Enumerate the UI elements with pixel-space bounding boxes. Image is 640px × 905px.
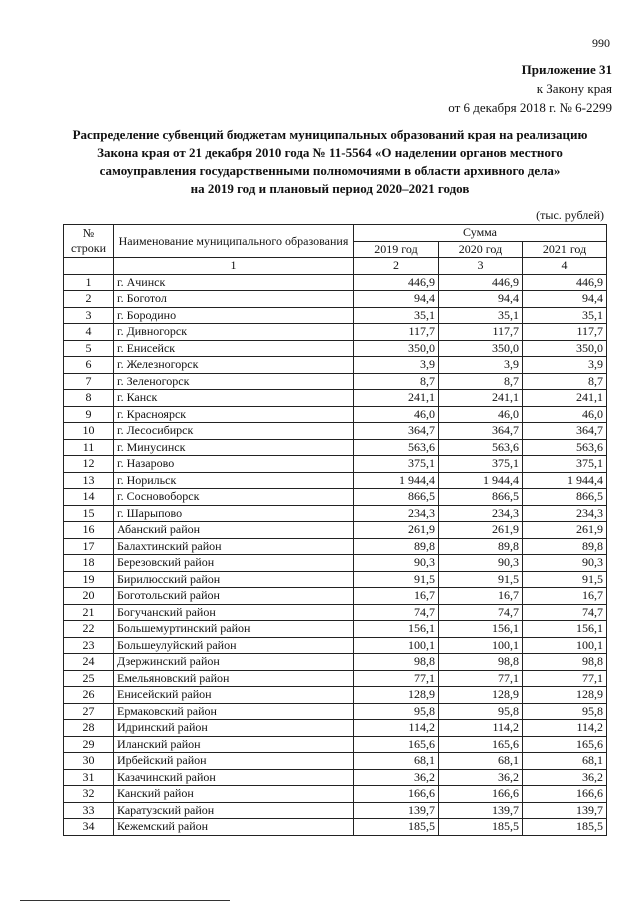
- amount-2019-cell: 375,1: [354, 456, 439, 473]
- amount-2020-cell: 77,1: [439, 670, 523, 687]
- table-row: [64, 390, 607, 407]
- amount-2020-cell: 156,1: [439, 621, 523, 638]
- amount-2021-cell: 36,2: [523, 769, 607, 786]
- amount-2019-cell: 3,9: [354, 357, 439, 374]
- amount-2021-cell: 364,7: [523, 423, 607, 440]
- table-row: [64, 522, 607, 539]
- amount-2020-cell: 241,1: [439, 390, 523, 407]
- title-line-3: самоуправления государственными полномочиями в области архивного дела»: [99, 163, 561, 178]
- title-line-1: Распределение субвенций бюджетам муниципальных образований края на реализацию: [72, 127, 588, 142]
- amount-2019-cell: 563,6: [354, 439, 439, 456]
- municipality-name-cell: Богучанский район: [114, 604, 354, 621]
- table-row: [64, 555, 607, 572]
- row-number-cell: 20: [64, 588, 114, 605]
- row-number-cell: 22: [64, 621, 114, 638]
- row-number-cell: 13: [64, 472, 114, 489]
- municipality-name-cell: г. Зеленогорск: [114, 373, 354, 390]
- amount-2021-cell: 128,9: [523, 687, 607, 704]
- row-number-cell: 3: [64, 307, 114, 324]
- row-number-cell: 2: [64, 291, 114, 308]
- table-row: [64, 472, 607, 489]
- table-row: [64, 505, 607, 522]
- amount-2021-cell: 8,7: [523, 373, 607, 390]
- row-number-cell: 28: [64, 720, 114, 737]
- amount-2021-cell: 261,9: [523, 522, 607, 539]
- row-number-cell: 27: [64, 703, 114, 720]
- amount-2020-cell: 91,5: [439, 571, 523, 588]
- amount-2019-cell: 241,1: [354, 390, 439, 407]
- row-number-cell: 8: [64, 390, 114, 407]
- amount-2021-cell: 866,5: [523, 489, 607, 506]
- municipality-name-cell: г. Норильск: [114, 472, 354, 489]
- amount-2021-cell: 94,4: [523, 291, 607, 308]
- amount-2021-cell: 117,7: [523, 324, 607, 341]
- table-row: [64, 654, 607, 671]
- amount-2021-cell: 156,1: [523, 621, 607, 638]
- amount-2021-cell: 89,8: [523, 538, 607, 555]
- amount-2020-cell: 90,3: [439, 555, 523, 572]
- row-number-cell: 33: [64, 802, 114, 819]
- municipality-name-cell: Балахтинский район: [114, 538, 354, 555]
- municipality-name-cell: г. Минусинск: [114, 439, 354, 456]
- row-number-cell: 23: [64, 637, 114, 654]
- amount-2020-cell: 94,4: [439, 291, 523, 308]
- row-number-cell: 32: [64, 786, 114, 803]
- amount-2019-cell: 185,5: [354, 819, 439, 836]
- table-row: [64, 291, 607, 308]
- amount-2019-cell: 95,8: [354, 703, 439, 720]
- row-number-cell: 10: [64, 423, 114, 440]
- row-number-cell: 16: [64, 522, 114, 539]
- table-row: [64, 538, 607, 555]
- page-number: 990: [592, 36, 610, 50]
- row-number-cell: 17: [64, 538, 114, 555]
- header-sum: Сумма: [354, 225, 607, 242]
- table-row: [64, 571, 607, 588]
- table-row: [64, 406, 607, 423]
- amount-2019-cell: 100,1: [354, 637, 439, 654]
- header-col-index-3: 3: [439, 258, 523, 275]
- amount-2021-cell: 90,3: [523, 555, 607, 572]
- amount-2020-cell: 8,7: [439, 373, 523, 390]
- amount-2020-cell: 68,1: [439, 753, 523, 770]
- amount-2019-cell: 91,5: [354, 571, 439, 588]
- header-year-2020: 2020 год: [439, 241, 523, 258]
- header-col-index-empty: [64, 258, 114, 275]
- amount-2019-cell: 364,7: [354, 423, 439, 440]
- table-row: [64, 604, 607, 621]
- amount-2019-cell: 350,0: [354, 340, 439, 357]
- amount-2019-cell: 1 944,4: [354, 472, 439, 489]
- amount-2020-cell: 166,6: [439, 786, 523, 803]
- amount-2019-cell: 8,7: [354, 373, 439, 390]
- amount-2019-cell: 446,9: [354, 274, 439, 291]
- amount-2021-cell: 46,0: [523, 406, 607, 423]
- amount-2020-cell: 866,5: [439, 489, 523, 506]
- amount-2019-cell: 46,0: [354, 406, 439, 423]
- amount-2021-cell: 446,9: [523, 274, 607, 291]
- municipality-name-cell: г. Назарово: [114, 456, 354, 473]
- municipality-name-cell: г. Дивногорск: [114, 324, 354, 341]
- table-row: [64, 819, 607, 836]
- amount-2019-cell: 68,1: [354, 753, 439, 770]
- amount-2021-cell: 185,5: [523, 819, 607, 836]
- table-row: [64, 324, 607, 341]
- table-row: [64, 670, 607, 687]
- amount-2019-cell: 98,8: [354, 654, 439, 671]
- row-number-cell: 5: [64, 340, 114, 357]
- amount-2019-cell: 156,1: [354, 621, 439, 638]
- municipality-name-cell: Абанский район: [114, 522, 354, 539]
- amount-2021-cell: 114,2: [523, 720, 607, 737]
- header-col-index-2: 2: [354, 258, 439, 275]
- amount-2019-cell: 166,6: [354, 786, 439, 803]
- table-row: [64, 373, 607, 390]
- table-row: [64, 769, 607, 786]
- amount-2021-cell: 95,8: [523, 703, 607, 720]
- municipality-name-cell: Емельяновский район: [114, 670, 354, 687]
- title-line-2: Закона края от 21 декабря 2010 года № 11-5564 «О наделении органов местного: [97, 145, 563, 160]
- title-line-4: на 2019 год и плановый период 2020–2021 годов: [190, 181, 470, 196]
- municipality-name-cell: г. Сосновоборск: [114, 489, 354, 506]
- amount-2020-cell: 117,7: [439, 324, 523, 341]
- municipality-name-cell: г. Железногорск: [114, 357, 354, 374]
- row-number-cell: 19: [64, 571, 114, 588]
- amount-2019-cell: 74,7: [354, 604, 439, 621]
- amount-2020-cell: 1 944,4: [439, 472, 523, 489]
- municipality-name-cell: Ирбейский район: [114, 753, 354, 770]
- amount-2021-cell: 241,1: [523, 390, 607, 407]
- amount-2021-cell: 375,1: [523, 456, 607, 473]
- municipality-name-cell: Кежемский район: [114, 819, 354, 836]
- municipality-name-cell: г. Енисейск: [114, 340, 354, 357]
- municipality-name-cell: Бирилюсский район: [114, 571, 354, 588]
- amount-2019-cell: 77,1: [354, 670, 439, 687]
- table-row: [64, 439, 607, 456]
- footnote-divider: [20, 900, 230, 901]
- amount-2020-cell: 74,7: [439, 604, 523, 621]
- table-row: [64, 703, 607, 720]
- amount-2021-cell: 165,6: [523, 736, 607, 753]
- amount-2020-cell: 35,1: [439, 307, 523, 324]
- header-row-number: № строки: [64, 225, 114, 258]
- amount-2021-cell: 166,6: [523, 786, 607, 803]
- document-title: [60, 126, 600, 198]
- subsidy-table: [63, 224, 607, 836]
- units-label: (тыс. рублей): [536, 208, 604, 222]
- table-row: [64, 588, 607, 605]
- municipality-name-cell: г. Боготол: [114, 291, 354, 308]
- row-number-cell: 30: [64, 753, 114, 770]
- amount-2020-cell: 114,2: [439, 720, 523, 737]
- row-number-cell: 1: [64, 274, 114, 291]
- row-number-cell: 6: [64, 357, 114, 374]
- row-number-cell: 4: [64, 324, 114, 341]
- amount-2020-cell: 364,7: [439, 423, 523, 440]
- municipality-name-cell: Идринский район: [114, 720, 354, 737]
- row-number-cell: 7: [64, 373, 114, 390]
- table-row: [64, 307, 607, 324]
- appendix-title: Приложение 31: [521, 62, 612, 77]
- amount-2020-cell: 36,2: [439, 769, 523, 786]
- amount-2021-cell: 68,1: [523, 753, 607, 770]
- municipality-name-cell: г. Лесосибирск: [114, 423, 354, 440]
- table-row: [64, 621, 607, 638]
- amount-2020-cell: 165,6: [439, 736, 523, 753]
- amount-2019-cell: 90,3: [354, 555, 439, 572]
- header-year-2019: 2019 год: [354, 241, 439, 258]
- municipality-name-cell: Иланский район: [114, 736, 354, 753]
- amount-2020-cell: 261,9: [439, 522, 523, 539]
- municipality-name-cell: г. Ачинск: [114, 274, 354, 291]
- amount-2021-cell: 91,5: [523, 571, 607, 588]
- table-row: [64, 274, 607, 291]
- table-row: [64, 637, 607, 654]
- amount-2020-cell: 563,6: [439, 439, 523, 456]
- amount-2020-cell: 234,3: [439, 505, 523, 522]
- municipality-name-cell: Дзержинский район: [114, 654, 354, 671]
- amount-2020-cell: 16,7: [439, 588, 523, 605]
- table-row: [64, 736, 607, 753]
- municipality-name-cell: Ермаковский район: [114, 703, 354, 720]
- table-row: [64, 357, 607, 374]
- municipality-name-cell: Казачинский район: [114, 769, 354, 786]
- amount-2021-cell: 234,3: [523, 505, 607, 522]
- municipality-name-cell: Боготольский район: [114, 588, 354, 605]
- header-municipality: Наименование муниципального образования: [114, 225, 354, 258]
- amount-2019-cell: 117,7: [354, 324, 439, 341]
- row-number-cell: 34: [64, 819, 114, 836]
- amount-2021-cell: 139,7: [523, 802, 607, 819]
- row-number-cell: 18: [64, 555, 114, 572]
- municipality-name-cell: Березовский район: [114, 555, 354, 572]
- amount-2019-cell: 94,4: [354, 291, 439, 308]
- amount-2021-cell: 100,1: [523, 637, 607, 654]
- amount-2021-cell: 563,6: [523, 439, 607, 456]
- row-number-cell: 14: [64, 489, 114, 506]
- municipality-name-cell: Каратузский район: [114, 802, 354, 819]
- amount-2020-cell: 139,7: [439, 802, 523, 819]
- table-body: [64, 274, 607, 835]
- amount-2021-cell: 1 944,4: [523, 472, 607, 489]
- amount-2019-cell: 139,7: [354, 802, 439, 819]
- amount-2020-cell: 350,0: [439, 340, 523, 357]
- amount-2019-cell: 35,1: [354, 307, 439, 324]
- table-row: [64, 802, 607, 819]
- amount-2020-cell: 185,5: [439, 819, 523, 836]
- table-row: [64, 489, 607, 506]
- table-row: [64, 720, 607, 737]
- amount-2021-cell: 98,8: [523, 654, 607, 671]
- amount-2019-cell: 234,3: [354, 505, 439, 522]
- appendix-law-ref: к Закону края: [536, 81, 612, 96]
- amount-2020-cell: 128,9: [439, 687, 523, 704]
- row-number-cell: 29: [64, 736, 114, 753]
- table-row: [64, 786, 607, 803]
- row-number-cell: 9: [64, 406, 114, 423]
- amount-2019-cell: 89,8: [354, 538, 439, 555]
- municipality-name-cell: г. Шарыпово: [114, 505, 354, 522]
- table-row: [64, 687, 607, 704]
- amount-2021-cell: 16,7: [523, 588, 607, 605]
- amount-2020-cell: 375,1: [439, 456, 523, 473]
- amount-2021-cell: 74,7: [523, 604, 607, 621]
- municipality-name-cell: Канский район: [114, 786, 354, 803]
- appendix-law-date: от 6 декабря 2018 г. № 6-2299: [448, 100, 612, 115]
- amount-2020-cell: 95,8: [439, 703, 523, 720]
- amount-2020-cell: 100,1: [439, 637, 523, 654]
- amount-2020-cell: 98,8: [439, 654, 523, 671]
- row-number-cell: 31: [64, 769, 114, 786]
- municipality-name-cell: Енисейский район: [114, 687, 354, 704]
- amount-2020-cell: 89,8: [439, 538, 523, 555]
- header-col-index-1: 1: [114, 258, 354, 275]
- amount-2019-cell: 165,6: [354, 736, 439, 753]
- table-row: [64, 340, 607, 357]
- amount-2020-cell: 446,9: [439, 274, 523, 291]
- amount-2019-cell: 114,2: [354, 720, 439, 737]
- municipality-name-cell: Большемуртинский район: [114, 621, 354, 638]
- row-number-cell: 24: [64, 654, 114, 671]
- table-row: [64, 423, 607, 440]
- amount-2019-cell: 866,5: [354, 489, 439, 506]
- municipality-name-cell: Большеулуйский район: [114, 637, 354, 654]
- row-number-cell: 11: [64, 439, 114, 456]
- amount-2021-cell: 77,1: [523, 670, 607, 687]
- header-col-index-4: 4: [523, 258, 607, 275]
- amount-2019-cell: 128,9: [354, 687, 439, 704]
- amount-2020-cell: 3,9: [439, 357, 523, 374]
- amount-2019-cell: 261,9: [354, 522, 439, 539]
- row-number-cell: 15: [64, 505, 114, 522]
- table-row: [64, 753, 607, 770]
- row-number-cell: 25: [64, 670, 114, 687]
- amount-2021-cell: 35,1: [523, 307, 607, 324]
- municipality-name-cell: г. Бородино: [114, 307, 354, 324]
- amount-2021-cell: 350,0: [523, 340, 607, 357]
- amount-2019-cell: 36,2: [354, 769, 439, 786]
- header-year-2021: 2021 год: [523, 241, 607, 258]
- municipality-name-cell: г. Канск: [114, 390, 354, 407]
- municipality-name-cell: г. Красноярск: [114, 406, 354, 423]
- amount-2021-cell: 3,9: [523, 357, 607, 374]
- appendix-block: [448, 60, 612, 117]
- row-number-cell: 21: [64, 604, 114, 621]
- row-number-cell: 26: [64, 687, 114, 704]
- amount-2020-cell: 46,0: [439, 406, 523, 423]
- amount-2019-cell: 16,7: [354, 588, 439, 605]
- row-number-cell: 12: [64, 456, 114, 473]
- table-row: [64, 456, 607, 473]
